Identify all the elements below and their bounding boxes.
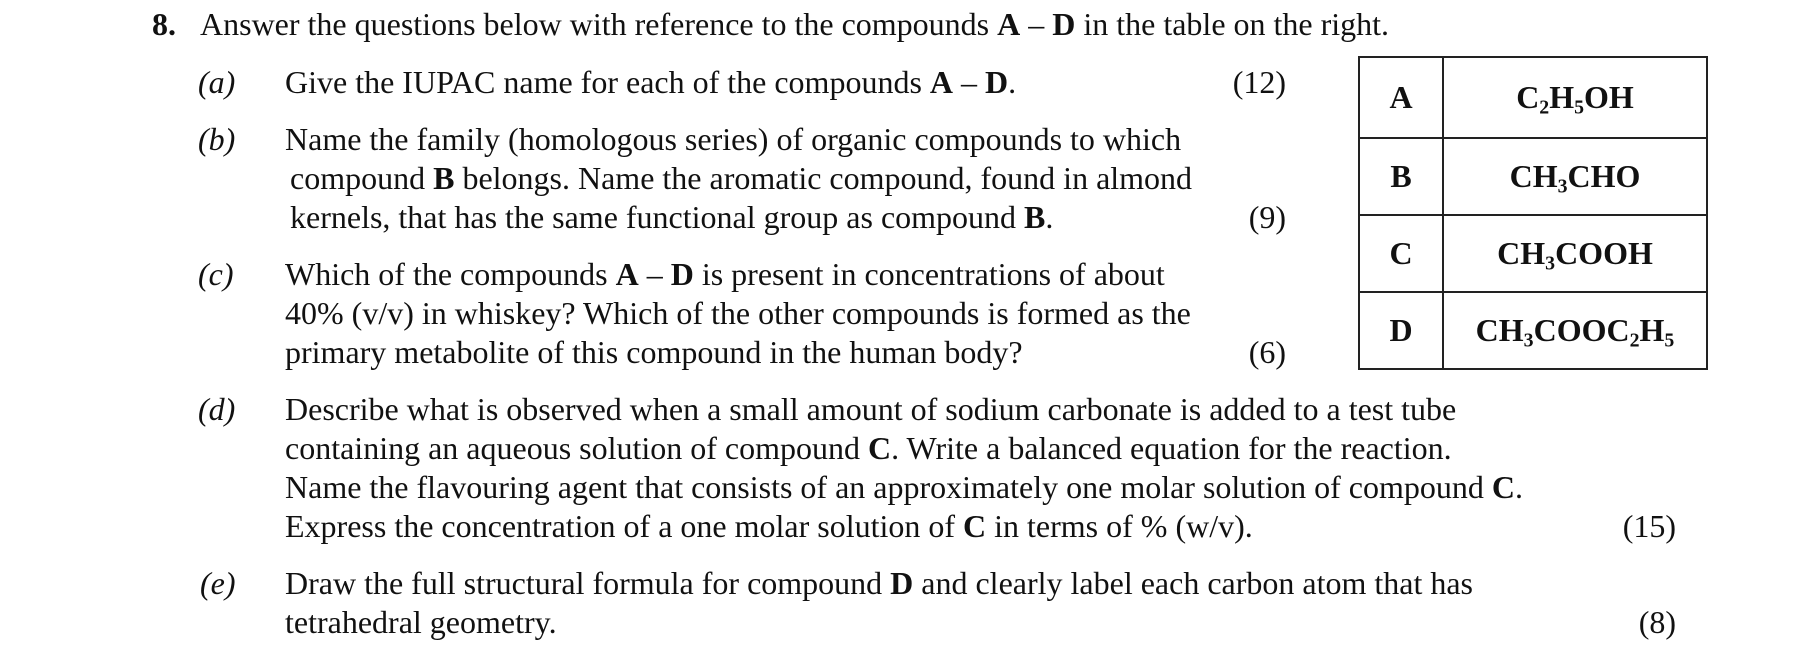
table-row [1359, 57, 1707, 138]
table-row [1359, 138, 1707, 215]
part-d-line4: Express the concentration of a one molar solution of C in terms of % (w/v). [285, 508, 1253, 544]
part-e-marks: (8) [1638, 604, 1676, 640]
part-b-marks: (9) [1248, 199, 1286, 235]
part-c-line2: 40% (v/v) in whiskey? Which of the other compounds is formed as the [285, 295, 1191, 331]
table-row [1359, 215, 1707, 292]
part-b-line2: compound B belongs. Name the aromatic compound, found in almond [290, 160, 1193, 196]
part-d-line2: containing an aqueous solution of compound C. Write a balanced equation for the reaction. [285, 430, 1452, 466]
part-c-marks: (6) [1248, 334, 1286, 370]
part-d-line1: Describe what is observed when a small amount of sodium carbonate is added to a test tube [285, 391, 1457, 427]
question-intro: Answer the questions below with reference to the compounds A – D in the table on the right. [200, 6, 1390, 42]
part-c-line3: primary metabolite of this compound in the human body? [285, 334, 1023, 370]
compound-formula-b: $CH_3CHO$ [1443, 138, 1707, 215]
question-number: 8. [152, 6, 176, 42]
part-d-label: (d) [198, 391, 236, 427]
compound-table [1358, 56, 1708, 370]
part-c-label: (c) [198, 256, 234, 292]
part-a-label: (a) [198, 64, 236, 100]
part-e-line2: tetrahedral geometry. [285, 604, 557, 640]
compound-letter-a: A [1359, 57, 1443, 138]
part-c-line1: Which of the compounds A – D is present in concentrations of about [285, 256, 1165, 292]
compound-letter-d: D [1359, 292, 1443, 369]
compound-formula-d: $CH_3COOC_2H_5$ [1443, 292, 1707, 369]
part-a-marks: (12) [1232, 64, 1286, 100]
compound-letter-b: B [1359, 138, 1443, 215]
compound-formula-a: $C_2H_5OH$ [1443, 57, 1707, 138]
part-b-label: (b) [198, 121, 236, 157]
part-d-marks: (15) [1622, 508, 1676, 544]
part-a-text: Give the IUPAC name for each of the compounds A – D. [285, 64, 1017, 100]
part-b-line1: Name the family (homologous series) of organic compounds to which [285, 121, 1182, 157]
part-d-line3: Name the flavouring agent that consists of an approximately one molar solution of compound C. [285, 469, 1523, 505]
compound-formula-c: $CH_3COOH$ [1443, 215, 1707, 292]
part-e-label: (e) [200, 565, 236, 601]
table-row [1359, 292, 1707, 369]
part-b-line3: kernels, that has the same functional group as compound B. [290, 199, 1054, 235]
part-e-line1: Draw the full structural formula for compound D and clearly label each carbon atom that has [285, 565, 1473, 601]
compound-letter-c: C [1359, 215, 1443, 292]
